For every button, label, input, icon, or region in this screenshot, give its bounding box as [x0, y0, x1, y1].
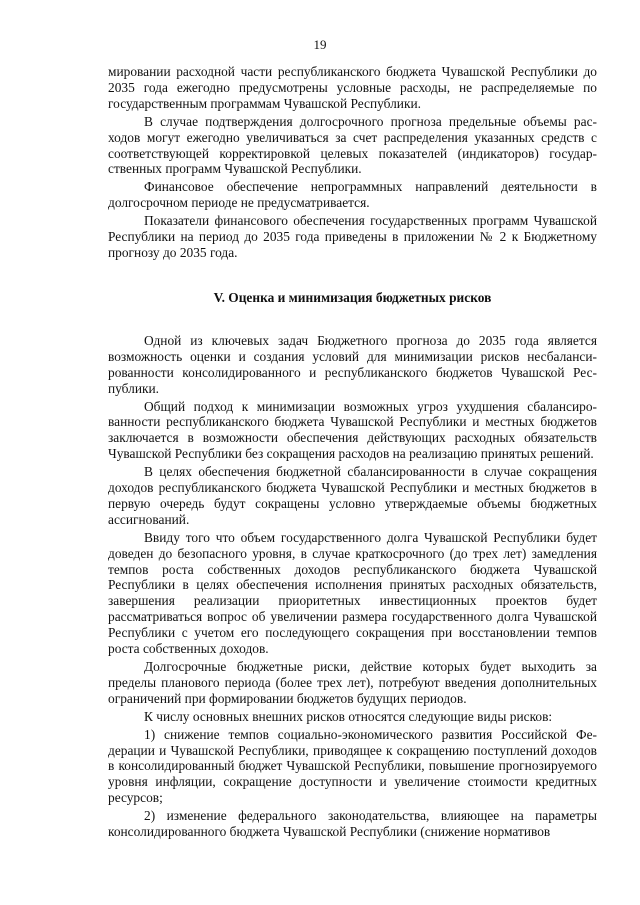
paragraph: Долгосрочные бюджетные риски, действие которых будет выходить за пределы планового периода (более трех лет), потребуют введения дополнительных ограничений при формировании бюджетов будущих периодов. — [108, 659, 597, 706]
section-heading: V. Оценка и минимизация бюджетных рисков — [213, 289, 492, 305]
page-number: 19 — [313, 37, 327, 52]
paragraph: Общий подход к минимизации возможных угроз ухудшения сбалансированности республиканского бюджета Чувашской Республики и местных бюджетов заключается в возможности обеспечения действующих расходных обязательств Чувашской Республики без сокращения расходов на реализацию принятых решений. — [108, 398, 597, 462]
document-body — [108, 64, 597, 842]
paragraph: Финансовое обеспечение непрограммных направлений деятельности в долгосрочном периоде не предусматривается. — [108, 179, 597, 211]
list-item: 2) изменение федерального законодательства, влияющее на параметры консолидированного бюджета Чувашской Республики (снижение нормативов — [108, 808, 597, 840]
paragraph: К числу основных внешних рисков относятся следующие виды рисков: — [144, 708, 553, 724]
paragraph: Показатели финансового обеспечения государственных программ Чувашской Республики на период до 2035 года приведены в приложении № 2 к Бюджетному прогнозу до 2035 года. — [108, 213, 597, 260]
paragraph: Одной из ключевых задач Бюджетного прогноза до 2035 года является возможность оценки и создания условий для минимизации рисков несбалансированности консолидированного и республиканского бюджетов Чувашской Республики. — [108, 332, 597, 396]
paragraph-continued: мировании расходной части республиканского бюджета Чувашской Республики до 2035 года ежегодно предусмотрены условные расходы, не распределяемые по государственным программам Чувашской Республики. — [108, 64, 597, 111]
paragraph: Ввиду того что объем государственного долга Чувашской Республики будет доведен до безопасного уровня, в случае краткосрочного (до трех лет) замедления темпов роста собственных доходов республиканского бюджета Чувашской Республики в целях обеспечения исполнения принятых расходных обязательств, завершения реализации приоритетных инвестиционных проектов будет рассматриваться вопрос об увеличении размера государственного долга Чувашской Республики с учетом его последующего сокращения при восстановлении темпов роста собственных доходов. — [108, 529, 597, 657]
list-item: 1) снижение темпов социально-экономического развития Российской Федерации и Чувашской Республики, приводящее к сокращению поступлений доходов в консолидированный бюджет Чувашской Республики, повышение прогнозируемого уровня инфляции, сокращение доступности и увеличение стоимости кредитных ресурсов; — [108, 726, 597, 806]
paragraph: В случае подтверждения долгосрочного прогноза предельные объемы расходов могут ежегодно увеличиваться за счет распределения указанных средств с соответствующей корректировкой целевых показателей (индикаторов) государственных программ Чувашской Республики. — [108, 113, 597, 177]
paragraph: В целях обеспечения бюджетной сбалансированности в случае сокращения доходов республиканского бюджета Чувашской Республики и местных бюджетов в первую очередь будут сокращены условно утверждаемые объемы бюджетных ассигнований. — [108, 464, 597, 527]
